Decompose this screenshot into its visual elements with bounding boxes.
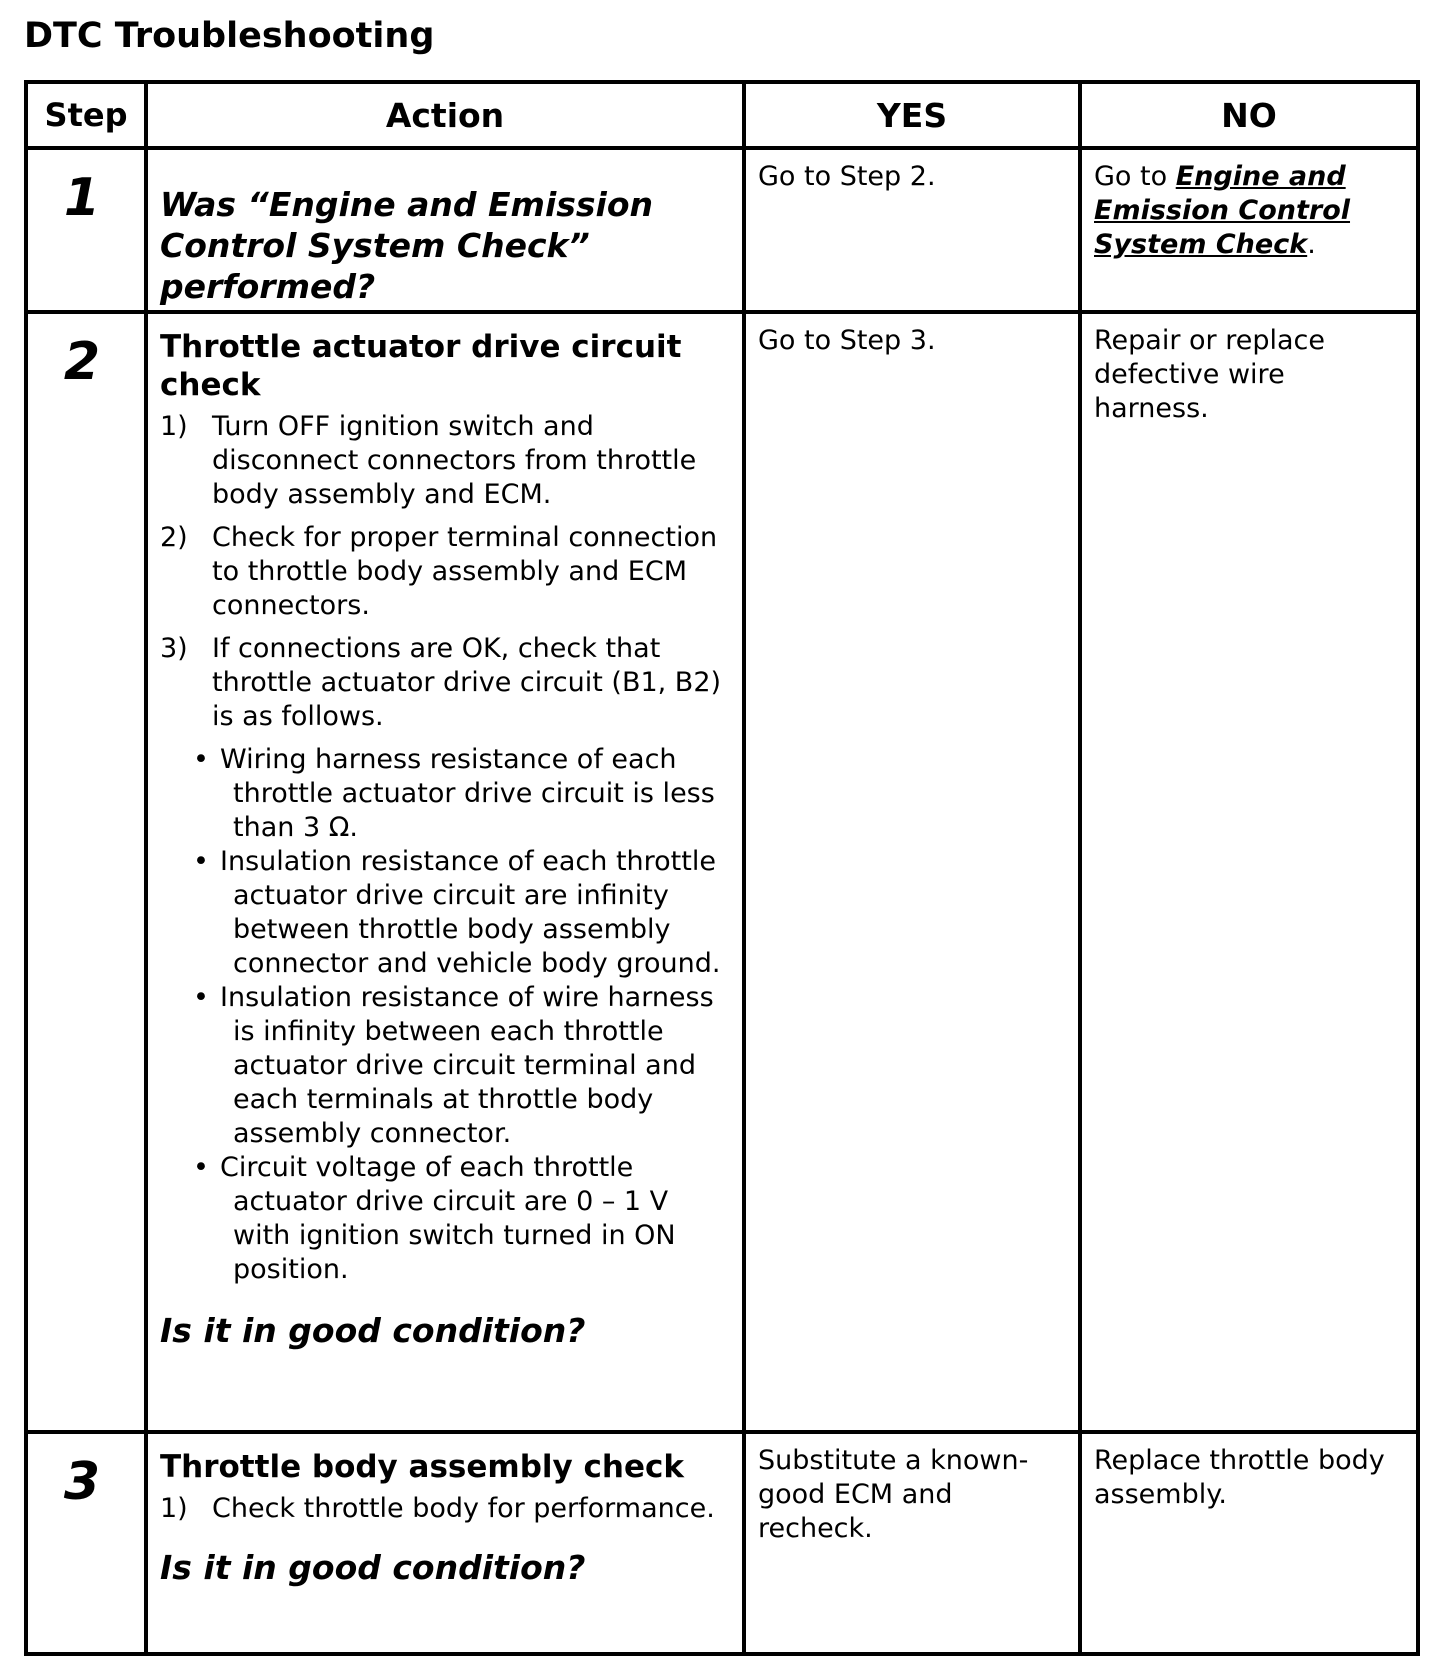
list-item-number: 3) (160, 633, 188, 664)
bullet-text: Insulation resistance of wire harness is infinity between each throttle actuator drive circuit terminal and each terminals at throttle body assembly connector. (220, 982, 714, 1149)
table-header-row (26, 82, 1418, 148)
action-title: Throttle actuator drive circuit check (160, 329, 682, 403)
list-item-number: 1) (160, 411, 188, 442)
no-text-suffix: . (1307, 229, 1316, 260)
action-question: Is it in good condition? (160, 1311, 586, 1350)
page-title: DTC Troubleshooting (24, 16, 435, 56)
action-cell (146, 148, 744, 312)
bullet-item (193, 981, 730, 1151)
list-item-text: Check throttle body for performance. (212, 1493, 715, 1524)
table-row (26, 312, 1418, 1432)
no-text-prefix: Go to (1094, 161, 1176, 192)
action-title: Throttle body assembly check (160, 1449, 684, 1485)
list-item-number: 1) (160, 1493, 188, 1524)
bullet-item (193, 743, 730, 845)
procedure-list (160, 410, 730, 734)
bullet-text: Insulation resistance of each throttle actuator drive circuit are infinity between throttle body assembly connector and vehicle body ground. (220, 846, 721, 979)
yes-text: Go to Step 2. (758, 161, 936, 192)
header-no: NO (1080, 82, 1418, 148)
no-text: Repair or replace defective wire harness. (1094, 325, 1325, 424)
no-text (1082, 150, 1416, 262)
list-item-number: 2) (160, 522, 188, 553)
step-number: 3 (63, 1452, 101, 1512)
list-item (160, 632, 730, 734)
action-question: Is it in good condition? (160, 1548, 586, 1587)
step-cell (26, 148, 146, 312)
step-cell (26, 312, 146, 1432)
yes-text: Substitute a known-good ECM and recheck. (758, 1445, 1029, 1544)
yes-cell (744, 1432, 1080, 1654)
bullet-icon: • (193, 1152, 209, 1183)
list-item-text: Turn OFF ignition switch and disconnect connectors from throttle body assembly and ECM. (212, 411, 697, 510)
bullet-text: Wiring harness resistance of each throttle actuator drive circuit is less than 3 Ω. (220, 744, 715, 843)
no-cell (1080, 1432, 1418, 1654)
bullet-icon: • (193, 744, 209, 775)
no-cell (1080, 312, 1418, 1432)
list-item (160, 1492, 730, 1526)
yes-cell (744, 312, 1080, 1432)
list-item-text: Check for proper terminal connection to throttle body assembly and ECM connectors. (212, 522, 718, 621)
list-item (160, 521, 730, 623)
list-item (160, 410, 730, 512)
step-cell (26, 1432, 146, 1654)
header-yes: YES (744, 82, 1080, 148)
yes-cell (744, 148, 1080, 312)
table-row (26, 148, 1418, 312)
troubleshooting-table (24, 80, 1420, 1656)
bullet-item (193, 845, 730, 981)
header-step: Step (26, 82, 146, 148)
table-row (26, 1432, 1418, 1654)
action-cell (146, 1432, 744, 1654)
action-cell (146, 312, 744, 1432)
step-number: 1 (63, 168, 101, 228)
bullet-item (193, 1151, 730, 1287)
no-cell (1080, 148, 1418, 312)
bullet-icon: • (193, 982, 209, 1013)
yes-text: Go to Step 3. (758, 325, 936, 356)
header-action: Action (146, 82, 744, 148)
bullet-text: Circuit voltage of each throttle actuator drive circuit are 0 – 1 V with ignition switch turned in ON position. (220, 1152, 676, 1285)
procedure-list (160, 1492, 730, 1526)
action-question: Was “Engine and Emission Control System Check” performed? (160, 185, 654, 306)
condition-bullets (160, 743, 730, 1287)
list-item-text: If connections are OK, check that throttle actuator drive circuit (B1, B2) is as follows. (212, 633, 722, 732)
step-number: 2 (63, 332, 101, 392)
bullet-icon: • (193, 846, 209, 877)
no-text: Replace throttle body assembly. (1094, 1445, 1385, 1510)
engine-emission-check-link[interactable]: Engine and Emission Control System Check (1094, 161, 1351, 260)
